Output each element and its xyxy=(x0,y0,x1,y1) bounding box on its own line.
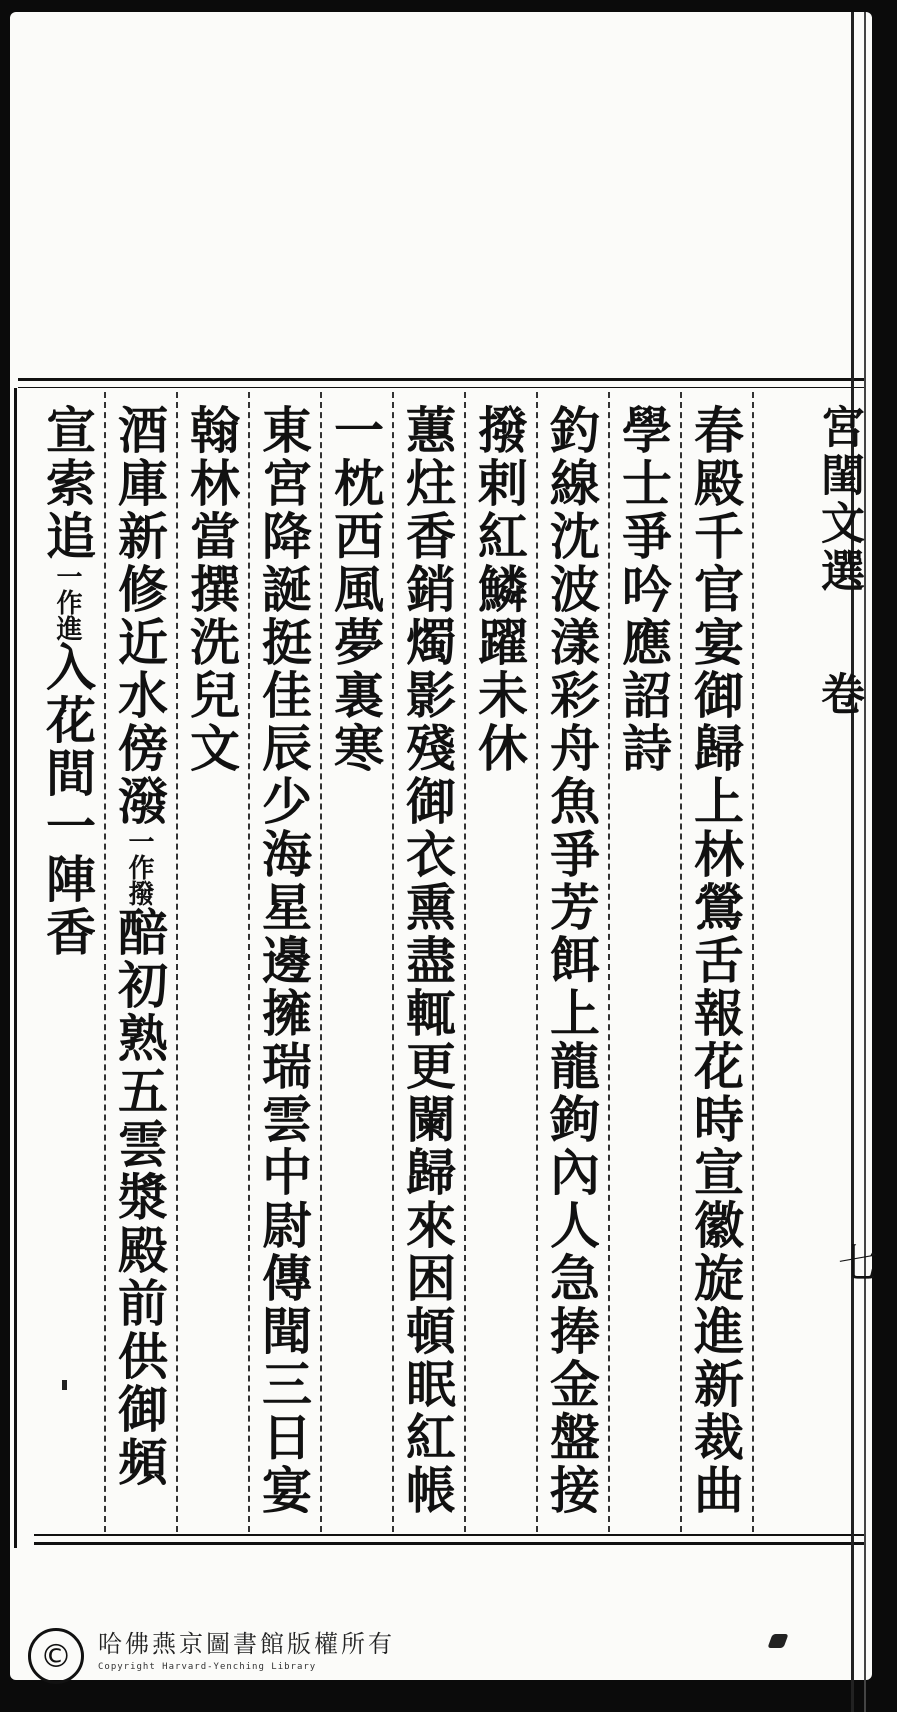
text-column-6: 一枕西風夢裏寒 xyxy=(326,404,385,775)
text-column-5: 蕙炷香銷燭影殘御衣熏盡輒更闌歸來困頓眠紅帳 xyxy=(398,404,457,1517)
copyright-icon: © xyxy=(28,1628,84,1684)
text-column-7: 東宮降誕挺佳辰少海星邊擁瑞雲中尉傳聞三日宴 xyxy=(254,404,313,1517)
copyright-english: Copyright Harvard-Yenching Library xyxy=(98,1662,317,1672)
variant-note: 一作撥 xyxy=(124,828,154,906)
text-column-3: 釣線沈波漾彩舟魚爭芳餌上龍鉤內人急捧金盤接 xyxy=(542,404,601,1517)
column-10-part-b: 入花間一陣香 xyxy=(38,641,97,959)
column-rule xyxy=(176,392,178,1532)
column-rule xyxy=(104,392,106,1532)
variant-note: 一作進 xyxy=(52,563,82,641)
text-column-2: 學士爭吟應詔詩 xyxy=(614,404,673,775)
text-column-10 xyxy=(38,404,96,1534)
ink-mark xyxy=(767,1634,788,1648)
page-number: 七 xyxy=(838,1241,878,1287)
column-rule xyxy=(320,392,322,1532)
running-title xyxy=(813,404,870,1534)
text-column-1: 春殿千官宴御歸上林鶯舌報花時宣徽旋進新裁曲 xyxy=(686,404,745,1517)
column-10-part-a: 宣索追 xyxy=(38,404,97,563)
ink-speck xyxy=(62,1380,67,1390)
frame-bottom-border xyxy=(34,1534,864,1545)
column-9-part-b: 醅初熟五雲漿殿前供御頻 xyxy=(110,906,169,1489)
column-rule xyxy=(680,392,682,1532)
title-text: 宮閨文選 xyxy=(813,404,864,596)
column-rule xyxy=(536,392,538,1532)
column-9-part-a: 酒庫新修近水傍潑 xyxy=(110,404,169,828)
text-column-9 xyxy=(110,404,168,1534)
column-rule xyxy=(464,392,466,1532)
column-rule xyxy=(392,392,394,1532)
blank-upper-margin xyxy=(10,12,872,372)
text-column-4: 撥剌紅鱗躍未休 xyxy=(470,404,529,775)
column-rule xyxy=(608,392,610,1532)
column-rule xyxy=(752,392,754,1532)
text-column-8: 翰林當撰洗兒文 xyxy=(182,404,241,775)
copyright-chinese: 哈佛燕京圖書館版權所有 xyxy=(98,1630,395,1658)
frame-top-border xyxy=(18,378,864,388)
page-sheet xyxy=(10,12,878,1680)
column-rule xyxy=(248,392,250,1532)
volume-text: 卷 xyxy=(813,671,864,719)
frame-left-border xyxy=(14,388,17,1548)
